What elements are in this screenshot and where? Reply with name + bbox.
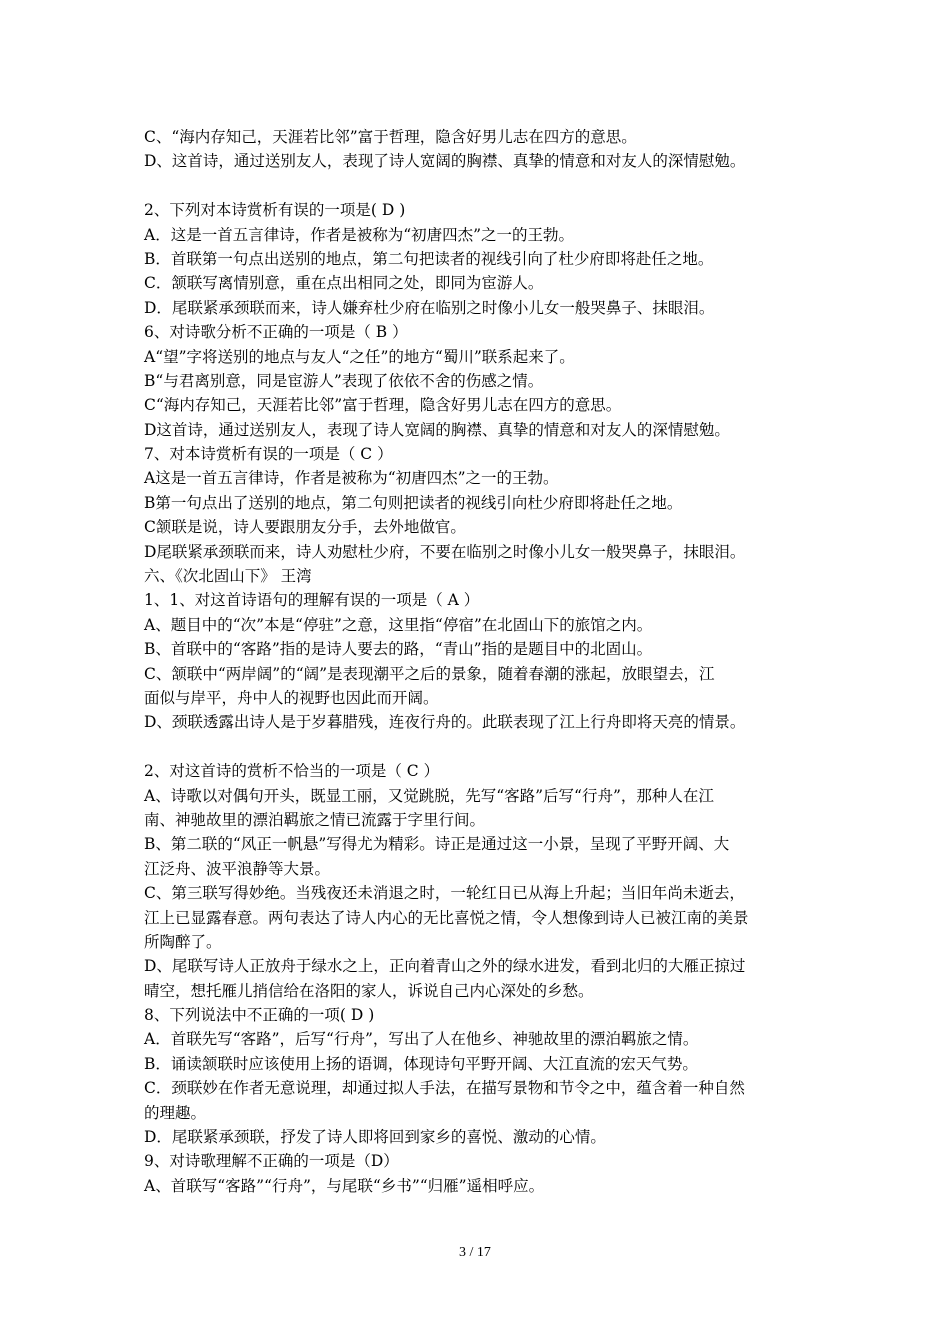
text-line: D这首诗，通过送别友人，表现了诗人宽阔的胸襟、真挚的情意和对友人的深情慰勉。 xyxy=(144,420,730,439)
text-line: 晴空，想托雁儿捎信给在洛阳的家人，诉说自己内心深处的乡愁。 xyxy=(144,981,594,1000)
text-line: 9、对诗歌理解不正确的一项是（D） xyxy=(144,1152,399,1171)
blank-line xyxy=(144,174,812,198)
text-line: A、题目中的“次”本是“停驻”之意，这里指“停宿”在北固山下的旅馆之内。 xyxy=(144,615,653,634)
text-line: B．首联第一句点出送别的地点，第二句把读者的视线引向了杜少府即将赴任之地。 xyxy=(144,249,714,268)
text-line: 8、下列说法中不正确的一项( D ) xyxy=(144,1006,375,1025)
blank-line xyxy=(144,735,812,759)
text-line: 7、对本诗赏析有误的一项是（ C ） xyxy=(144,445,393,464)
text-line: C．颔联写离情别意，重在点出相同之处，即同为宦游人。 xyxy=(144,274,544,293)
text-line: B、首联中的“客路”指的是诗人要去的路，“青山”指的是题目中的北固山。 xyxy=(144,640,653,659)
text-line: D、尾联写诗人正放舟于绿水之上，正向着青山之外的绿水进发，看到北归的大雁正掠过 xyxy=(144,957,746,976)
text-line: C、“海内存知己，天涯若比邻”富于哲理，隐含好男儿志在四方的意思。 xyxy=(144,128,637,146)
text-line: C颔联是说，诗人要跟朋友分手，去外地做官。 xyxy=(144,518,466,537)
text-line: 江上已显露春意。两句表达了诗人内心的无比喜悦之情，令人想像到诗人已被江南的美景 xyxy=(144,908,749,927)
text-line: D．尾联紧承颈联而来，诗人嫌弃杜少府在临别之时像小儿女一般哭鼻子、抹眼泪。 xyxy=(144,298,715,317)
text-line: B“与君离别意，同是宦游人”表现了依依不舍的伤感之情。 xyxy=(144,371,544,390)
text-line: A、诗歌以对偶句开头，既显工丽，又觉跳脱，先写“客路”后写“行舟”，那种人在江 xyxy=(144,786,714,805)
text-line: B、第二联的“风正一帆悬”写得尤为精彩。诗正是通过这一小景，呈现了平野开阔、大 xyxy=(144,835,730,854)
document-body xyxy=(144,125,812,1198)
text-line: C“海内存知己，天涯若比邻”富于哲理，隐含好男儿志在四方的意思。 xyxy=(144,396,622,415)
text-line: D、颈联透露出诗人是于岁暮腊残，连夜行舟的。此联表现了江上行舟即将天亮的情景。 xyxy=(144,713,746,732)
text-line: D尾联紧承颈联而来，诗人劝慰杜少府，不要在临别之时像小儿女一般哭鼻子，抹眼泪。 xyxy=(144,542,746,561)
text-line: A“望”字将送别的地点与友人“之任”的地方“蜀川”联系起来了。 xyxy=(144,347,575,366)
text-line: 的理趣。 xyxy=(144,1103,207,1122)
text-line: 2、对这首诗的赏析不恰当的一项是（ C ） xyxy=(144,762,440,781)
text-line: B．诵读颔联时应该使用上扬的语调，体现诗句平野开阔、大江直流的宏天气势。 xyxy=(144,1054,698,1073)
text-line: A、首联写“客路”“行舟”，与尾联“乡书”“归雁”遥相呼应。 xyxy=(144,1176,545,1195)
text-line: 1、1、对这首诗语句的理解有误的一项是（ A ） xyxy=(144,591,480,610)
text-line: 六、《次北固山下》 王湾 xyxy=(144,567,312,586)
text-line: 南、神驰故里的漂泊羁旅之情已流露于字里行间。 xyxy=(144,810,486,829)
text-line: B第一句点出了送别的地点，第二句则把读者的视线引向杜少府即将赴任之地。 xyxy=(144,493,683,512)
text-line: A这是一首五言律诗，作者是被称为“初唐四杰”之一的王勃。 xyxy=(144,469,559,488)
text-line: A．这是一首五言律诗，作者是被称为“初唐四杰”之一的王勃。 xyxy=(144,225,575,244)
text-line: C、颔联中“两岸阔”的“阔”是表现潮平之后的景象，随着春潮的涨起，放眼望去，江 xyxy=(144,664,715,683)
text-line: C．颈联妙在作者无意说理，却通过拟人手法，在描写景物和节令之中，蕴含着一种自然 xyxy=(144,1079,745,1098)
page-number: 3 / 17 xyxy=(459,1245,491,1260)
text-line: 6、对诗歌分析不正确的一项是（ B ） xyxy=(144,323,408,342)
text-line: A．首联先写“客路”，后写“行舟”，写出了人在他乡、神驰故里的漂泊羁旅之情。 xyxy=(144,1030,699,1049)
text-line: 江泛舟、波平浪静等大景。 xyxy=(144,859,331,878)
text-line: C、第三联写得妙绝。当残夜还未消退之时，一轮红日已从海上升起；当旧年尚未逝去， xyxy=(144,884,745,903)
text-line: 所陶醉了。 xyxy=(144,932,222,951)
text-line: D．尾联紧承颈联，抒发了诗人即将回到家乡的喜悦、激动的心情。 xyxy=(144,1128,606,1147)
text-line: 面似与岸平，舟中人的视野也因此而开阔。 xyxy=(144,688,439,707)
text-line: 2、下列对本诗赏析有误的一项是( D ) xyxy=(144,201,406,220)
text-line: D、这首诗，通过送别友人，表现了诗人宽阔的胸襟、真挚的情意和对友人的深情慰勉。 xyxy=(144,152,746,171)
